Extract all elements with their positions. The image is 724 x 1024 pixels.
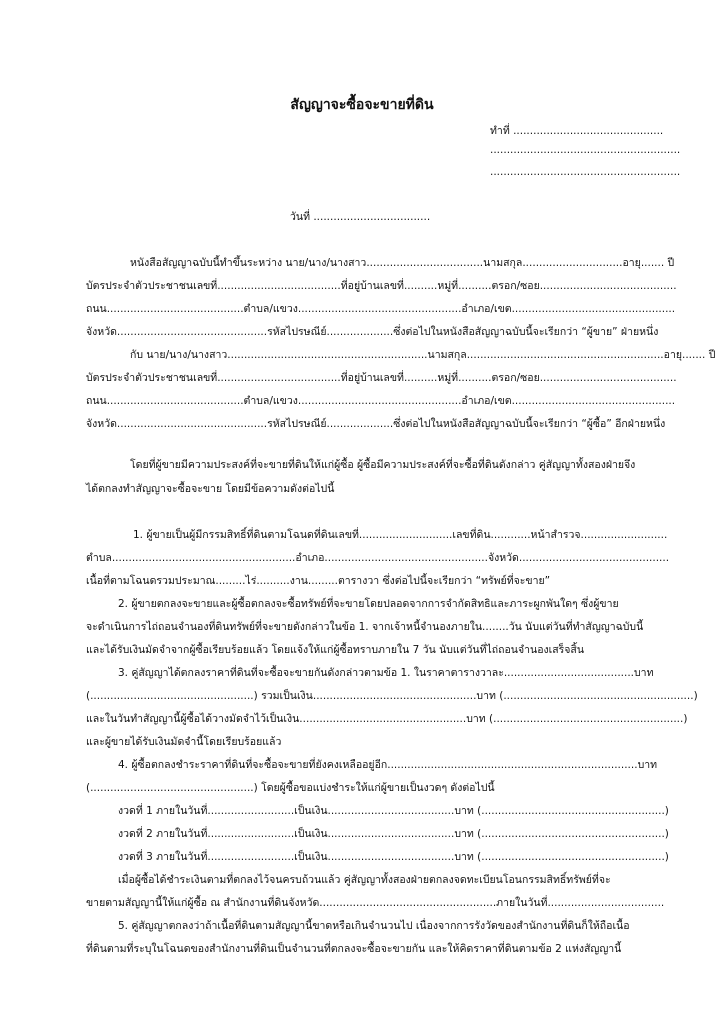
text-line: ขายตามสัญญานี้ให้แก่ผู้ซื้อ ณ สำนักงานที่ดินจังหวัด.....................................................ภายในวันที่...................................	[86, 897, 665, 909]
text-line: เมื่อผู้ซื้อได้ชำระเงินตามที่ตกลงไว้จนครบถ้วนแล้ว คู่สัญญาทั้งสองฝ่ายตกลงจดทะเบียนโอนกรรมสิทธิ์ทรัพย์ที่จะ	[118, 874, 611, 886]
text-line: บัตรประจำตัวประชาชนเลขที่.....................................ที่อยู่บ้านเลขที่..........หมู่ที่..........ตรอก/ซอย.........................................	[86, 372, 677, 384]
text-line: และผู้ขายได้รับเงินมัดจำนี้โดยเรียบร้อยแล้ว	[86, 736, 282, 748]
text-line: หนังสือสัญญาฉบับนี้ทำขึ้นระหว่าง นาย/นาง/นางสาว...................................นามสกุล..............................อายุ....... ปี	[130, 257, 675, 269]
made-at-line: .........................................................	[490, 144, 681, 156]
text-line: ถนน.........................................ตำบล/แขวง.................................................อำเภอ/เขต.................................................	[86, 395, 676, 407]
text-line: โดยที่ผู้ขายมีความประสงค์ที่จะขายที่ดินให้แก่ผู้ซื้อ ผู้ซื้อมีความประสงค์ที่จะซื้อที่ดินดังกล่าว คู่สัญญาทั้งสองฝ่ายจึง	[130, 459, 636, 471]
text-line: ถนน.........................................ตำบล/แขวง.................................................อำเภอ/เขต.................................................	[86, 303, 676, 315]
text-line: 3. คู่สัญญาได้ตกลงราคาที่ดินที่จะซื้อจะขายกันดังกล่าวตามข้อ 1. ในราคาตารางวาละ.......................................บาท	[118, 667, 654, 679]
text-line: 2. ผู้ขายตกลงจะขายและผู้ซื้อตกลงจะซื้อทรัพย์ที่จะขายโดยปลอดจากการจำกัดสิทธิและภาระผูกพันใดๆ ซึ่งผู้ขาย	[118, 598, 619, 610]
text-line: เนื้อที่ตามโฉนดรวมประมาณ.........ไร่..........งาน.........ตารางวา ซึ่งต่อไปนี้จะเรียกว่า “ทรัพย์ที่จะขาย”	[86, 575, 551, 587]
text-line: จะดำเนินการไถ่ถอนจำนองที่ดินทรัพย์ที่จะขายดังกล่าวในข้อ 1. จากเจ้าหนี้จำนองภายใน........วัน นับแต่วันที่ทำสัญญาฉบับนี้	[86, 621, 644, 633]
text-line: ตำบล.......................................................อำเภอ.................................................จังหวัด.............................................	[86, 552, 670, 564]
text-line: 5. คู่สัญญาตกลงว่าถ้าเนื้อที่ดินตามสัญญานี้ขาดหรือเกินจำนวนไป เนื่องจากการรังวัดของสำนักงานที่ดินก็ให้ถือเนื้อ	[118, 920, 630, 932]
text-line: จังหวัด.............................................รหัสไปรษณีย์....................ซึ่งต่อไปในหนังสือสัญญาฉบับนี้จะเรียกว่า “ผู้ขาย” ฝ่ายหนึ่ง	[86, 326, 659, 338]
text-line: และได้รับเงินมัดจำจากผู้ซื้อเรียบร้อยแล้ว โดยแจ้งให้แก่ผู้ซื้อทราบภายใน 7 วัน นับแต่วันที่ไถ่ถอนจำนองเสร็จสิ้น	[86, 644, 585, 656]
text-line: 1. ผู้ขายเป็นผู้มีกรรมสิทธิ์ที่ดินตามโฉนดที่ดินเลขที่............................เลขที่ดิน............หน้าสำรวจ..........................	[133, 529, 668, 541]
text-line: ได้ตกลงทำสัญญาจะซื้อจะขาย โดยมีข้อความดังต่อไปนี้	[86, 483, 335, 495]
made-at-line: ทำที่ .............................................	[490, 125, 664, 137]
made-at-line: .........................................................	[490, 166, 681, 178]
installment-line: งวดที่ 2 ภายในวันที่..........................เป็นเงิน......................................บาท (.......................................................)	[118, 828, 669, 840]
text-line: กับ นาย/นาง/นางสาว............................................................นามสกุล...........................................................อายุ....... ปี	[130, 349, 716, 361]
made-at-block	[490, 122, 681, 188]
text-line: ที่ดินตามที่ระบุในโฉนดของสำนักงานที่ดินเป็นจำนวนที่ตกลงจะซื้อจะขายกัน และให้คิดราคาที่ดินตามข้อ 2 แห่งสัญญานี้	[86, 943, 622, 955]
date-line: วันที่ ...................................	[290, 211, 431, 223]
text-line: (.................................................) โดยผู้ซื้อขอแบ่งชำระให้แก่ผู้ขายเป็นงวดๆ ดังต่อไปนี้	[86, 782, 495, 794]
text-line: จังหวัด.............................................รหัสไปรษณีย์....................ซึ่งต่อไปในหนังสือสัญญาฉบับนี้จะเรียกว่า “ผู้ซื้อ” อีกฝ่ายหนึ่ง	[86, 418, 666, 430]
text-line: บัตรประจำตัวประชาชนเลขที่.....................................ที่อยู่บ้านเลขที่..........หมู่ที่..........ตรอก/ซอย.........................................	[86, 280, 677, 292]
installment-line: งวดที่ 1 ภายในวันที่..........................เป็นเงิน......................................บาท (.......................................................)	[118, 805, 669, 817]
text-line: และในวันทำสัญญานี้ผู้ซื้อได้วางมัดจำไว้เป็นเงิน..................................................บาท (.........................................................)	[86, 713, 688, 725]
installment-line: งวดที่ 3 ภายในวันที่..........................เป็นเงิน......................................บาท (.......................................................)	[118, 851, 669, 863]
document-title: สัญญาจะซื้อจะขายที่ดิน	[290, 97, 434, 113]
text-line: (.................................................) รวมเป็นเงิน.................................................บาท (.........................................................)	[86, 690, 698, 702]
text-line: 4. ผู้ซื้อตกลงชำระราคาที่ดินที่จะซื้อจะขายที่ยังคงเหลืออยู่อีก...........................................................................บาท	[118, 759, 658, 771]
